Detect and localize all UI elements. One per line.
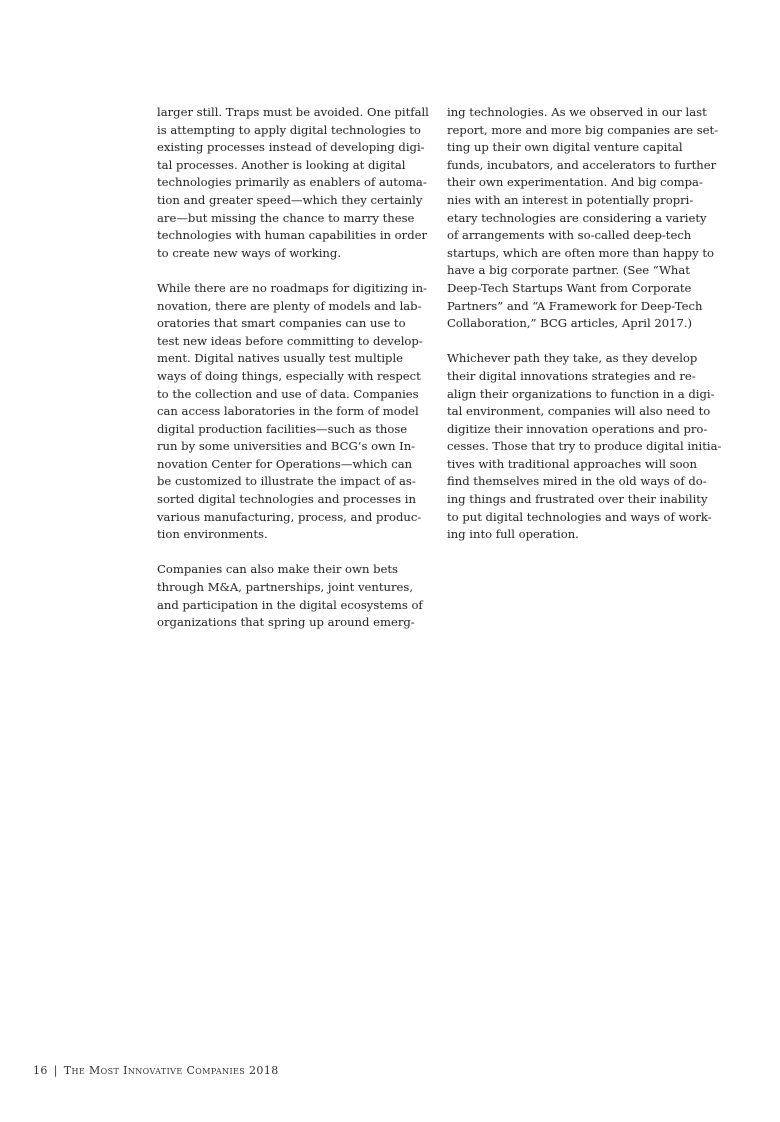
text-line: to create new ways of working.: [157, 245, 342, 260]
text-line: tal environment, companies will also need to: [447, 404, 711, 419]
text-line: Whichever path they take, as they develop: [447, 351, 698, 366]
text-line: to the collection and use of data. Companies: [157, 386, 419, 401]
text-line: tives with traditional approaches will soon: [447, 456, 697, 471]
text-line: While there are no roadmaps for digitizing in-: [157, 280, 427, 295]
text-line: technologies primarily as enablers of automa-: [157, 175, 427, 190]
text-line: oratories that smart companies can use to: [157, 316, 406, 331]
text-line: report, more and more big companies are set-: [447, 122, 719, 137]
text-line: Deep-Tech Startups Want from Corporate: [447, 280, 692, 295]
text-line: ing technologies. As we observed in our last: [447, 105, 707, 119]
text-line: ment. Digital natives usually test multiple: [157, 351, 404, 366]
text-line: tal processes. Another is looking at digital: [157, 157, 406, 172]
text-line: sorted digital technologies and processes in: [157, 492, 416, 507]
text-line: test new ideas before committing to develop-: [157, 333, 423, 348]
paragraph: [157, 280, 435, 544]
page-number: 16: [33, 1064, 48, 1077]
text-line: find themselves mired in the old ways of do-: [447, 474, 707, 489]
text-line: digital production facilities—such as those: [157, 421, 408, 436]
left-column: [157, 104, 435, 632]
paragraph: [447, 350, 725, 544]
text-line: and participation in the digital ecosystems of: [157, 597, 423, 612]
text-line: novation, there are plenty of models and lab-: [157, 298, 422, 313]
text-line: their digital innovations strategies and re-: [447, 368, 696, 383]
paragraph-gap: [157, 262, 435, 280]
paragraph-gap: [157, 544, 435, 562]
text-line: digitize their innovation operations and pro-: [447, 421, 708, 436]
text-line: novation Center for Operations—which can: [157, 456, 413, 471]
text-line: Companies can also make their own bets: [157, 562, 398, 577]
text-line: are—but missing the chance to marry these: [157, 210, 415, 225]
text-line: organizations that spring up around emerg-: [157, 615, 415, 630]
paragraph: [157, 104, 435, 262]
text-line: can access laboratories in the form of model: [157, 404, 419, 419]
text-line: startups, which are often more than happy to: [447, 245, 714, 260]
footer-separator: |: [53, 1064, 58, 1077]
text-line: be customized to illustrate the impact of as-: [157, 474, 416, 489]
right-column: [447, 104, 725, 544]
text-line: tion environments.: [157, 527, 268, 542]
text-line: of arrangements with so-called deep-tech: [447, 228, 692, 243]
text-line: run by some universities and BCG’s own In-: [157, 439, 416, 454]
paragraph-gap: [447, 333, 725, 351]
text-line: larger still. Traps must be avoided. One pitfall: [157, 105, 429, 119]
text-line: etary technologies are considering a variety: [447, 210, 707, 225]
text-line: their own experimentation. And big compa-: [447, 175, 703, 190]
text-line: nies with an interest in potentially propri-: [447, 192, 694, 207]
text-line: funds, incubators, and accelerators to further: [447, 157, 717, 172]
page-footer: [33, 1064, 279, 1077]
text-line: tion and greater speed—which they certainly: [157, 192, 423, 207]
text-line: to put digital technologies and ways of work-: [447, 509, 712, 524]
text-line: ing into full operation.: [447, 527, 579, 542]
text-line: various manufacturing, process, and produc-: [157, 509, 422, 524]
text-line: through M&A, partnerships, joint ventures,: [157, 580, 414, 595]
text-line: ing things and frustrated over their inability: [447, 492, 708, 507]
publication-title: The Most Innovative Companies 2018: [63, 1064, 279, 1077]
text-line: Collaboration,” BCG articles, April 2017.): [447, 316, 693, 331]
paragraph: [157, 561, 435, 631]
text-line: ting up their own digital venture capital: [447, 140, 683, 155]
text-line: technologies with human capabilities in order: [157, 228, 428, 243]
text-line: cesses. Those that try to produce digital initia-: [447, 439, 722, 454]
text-line: ways of doing things, especially with respect: [157, 368, 421, 383]
text-line: align their organizations to function in a digi-: [447, 386, 715, 401]
paragraph: [447, 104, 725, 333]
text-line: is attempting to apply digital technologies to: [157, 122, 421, 137]
text-line: have a big corporate partner. (See “What: [447, 263, 690, 278]
text-line: Partners” and “A Framework for Deep-Tech: [447, 298, 703, 313]
text-line: existing processes instead of developing digi-: [157, 140, 425, 155]
